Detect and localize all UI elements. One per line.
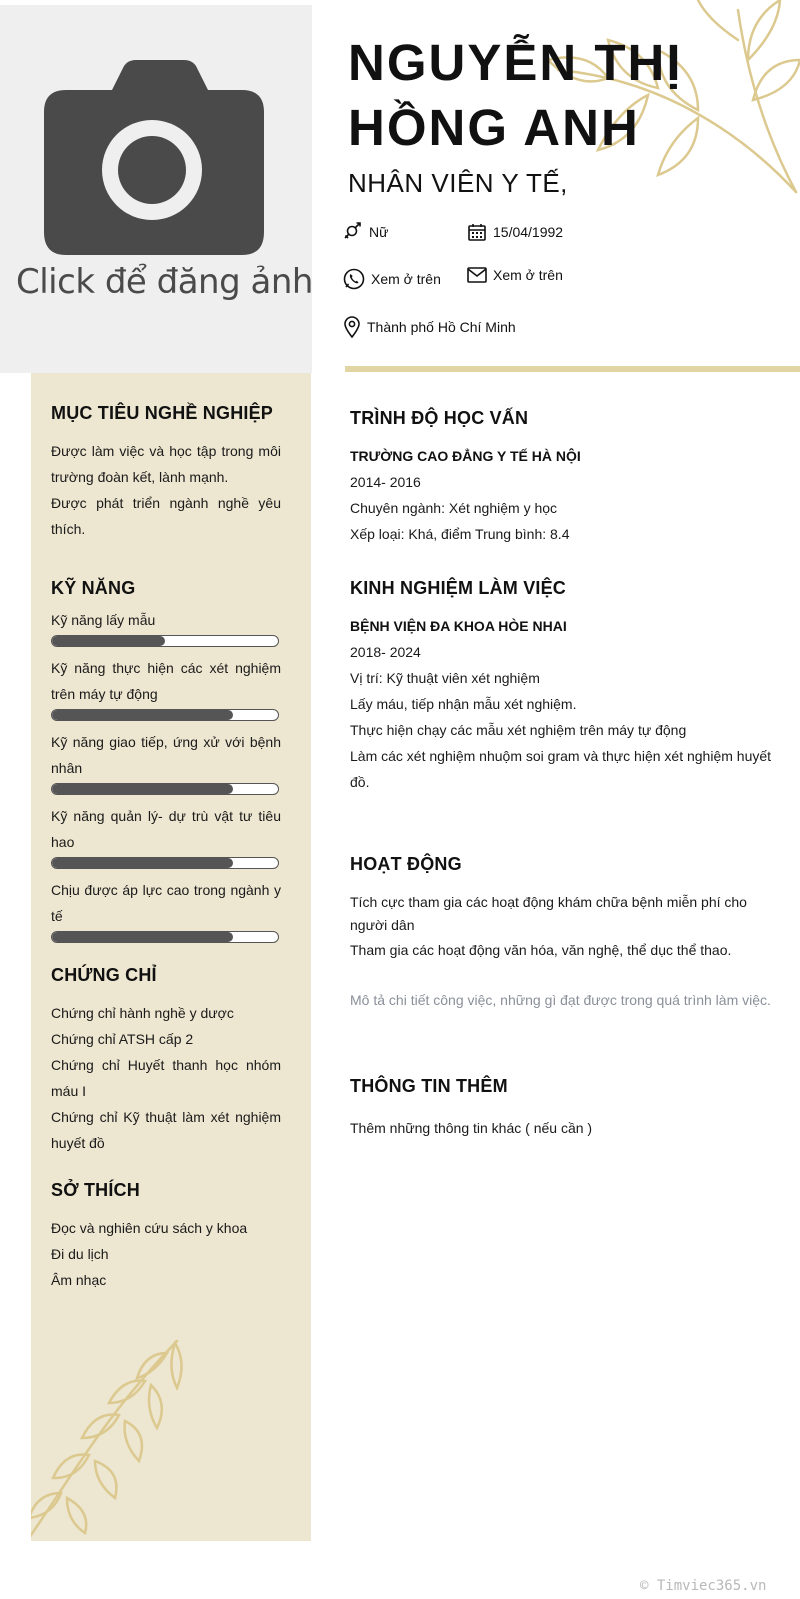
skill-level-bar [51, 783, 279, 795]
experience-section [350, 578, 780, 795]
job-title: NHÂN VIÊN Y TẾ, [348, 168, 568, 198]
company-name: BỆNH VIỆN ĐA KHOA HÒE NHAI [350, 618, 567, 634]
objective-title: MỤC TIÊU NGHỀ NGHIỆP [51, 403, 274, 423]
experience-period: 2018- 2024 [350, 644, 421, 660]
education-title: TRÌNH ĐỘ HỌC VẤN [350, 408, 529, 428]
skill-label: Kỹ năng quản lý- dự trù vật tư tiêu hao [51, 808, 281, 850]
objective-section [51, 403, 281, 542]
gender-icon [343, 222, 363, 242]
location-pin-icon [343, 316, 361, 338]
skill-level-bar [51, 635, 279, 647]
phone-value: Xem ở trên [371, 271, 441, 287]
certificate-item: Chứng chỉ Kỹ thuật làm xét nghiệm huyết đồ [51, 1109, 281, 1151]
education-section [350, 408, 780, 547]
skill-level-fill [52, 636, 165, 646]
objective-line: Được phát triển ngành nghề yêu thích. [51, 495, 281, 537]
hobby-item: Đọc và nghiên cứu sách y khoa [51, 1220, 248, 1236]
skill-label: Chịu được áp lực cao trong ngành y tế [51, 882, 281, 924]
leaf-decoration-icon [31, 1333, 197, 1541]
avatar-upload[interactable] [0, 5, 312, 373]
skill-level-fill [52, 784, 233, 794]
watermark: © Timviec365.vn [640, 1578, 767, 1594]
left-panel [31, 373, 311, 1541]
email-info [467, 266, 563, 284]
experience-line: Làm các xét nghiệm nhuộm soi gram và thực hiện xét nghiệm huyết đồ. [350, 748, 772, 790]
address-value: Thành phố Hồ Chí Minh [367, 319, 516, 335]
skill-label: Kỹ năng giao tiếp, ứng xử với bệnh nhân [51, 734, 281, 776]
extra-info-section [350, 1076, 780, 1141]
camera-icon [44, 60, 264, 255]
experience-line: Thực hiện chạy các mẫu xét nghiệm trên máy tự động [350, 722, 687, 738]
certificate-item: Chứng chỉ ATSH cấp 2 [51, 1031, 194, 1047]
experience-title: KINH NGHIỆM LÀM VIỆC [350, 578, 567, 598]
activities-section [350, 854, 780, 1013]
extra-info-text: Thêm những thông tin khác ( nếu cần ) [350, 1120, 593, 1136]
gender-info [343, 222, 388, 242]
hobbies-title: SỞ THÍCH [51, 1180, 140, 1200]
skill-level-bar [51, 857, 279, 869]
hobbies-section [51, 1180, 281, 1293]
objective-line: Được làm việc và học tập trong môi trường đoàn kết, lành mạnh. [51, 443, 281, 485]
hobby-item: Đi du lịch [51, 1246, 109, 1262]
education-period: 2014- 2016 [350, 474, 421, 490]
skills-section [51, 578, 281, 943]
experience-line: Vị trí: Kỹ thuật viên xét nghiệm [350, 670, 540, 686]
address-info [343, 316, 516, 338]
skill-level-fill [52, 858, 233, 868]
activity-hint[interactable]: Mô tả chi tiết công việc, những gì đạt được trong quá trình làm việc. [350, 992, 771, 1008]
email-icon [467, 266, 487, 284]
skills-title: KỸ NĂNG [51, 578, 136, 598]
skill-level-fill [52, 710, 233, 720]
skill-label: Kỹ năng thực hiện các xét nghiệm trên máy tự động [51, 660, 281, 702]
activity-line: Tham gia các hoạt động văn hóa, văn nghệ, thể dục thể thao. [350, 942, 732, 958]
certificates-section [51, 965, 281, 1156]
certificates-title: CHỨNG CHỈ [51, 965, 157, 985]
activities-title: HOẠT ĐỘNG [350, 854, 462, 874]
full-name: NGUYỄN THỊ HỒNG ANH [348, 34, 683, 156]
gender-value: Nữ [369, 224, 389, 240]
birthday-info [467, 222, 563, 242]
phone-icon [343, 268, 365, 290]
skill-label: Kỹ năng lấy mẫu [51, 612, 156, 628]
skill-level-fill [52, 932, 233, 942]
school-name: TRƯỜNG CAO ĐẲNG Y TẾ HÀ NỘI [350, 448, 581, 464]
birthday-value: 15/04/1992 [493, 224, 564, 240]
skill-level-bar [51, 931, 279, 943]
extra-info-title: THÔNG TIN THÊM [350, 1076, 508, 1096]
activity-line: Tích cực tham gia các hoạt động khám chữa bệnh miễn phí cho người dân [350, 894, 747, 933]
email-value: Xem ở trên [493, 267, 563, 283]
certificate-item: Chứng chỉ hành nghề y dược [51, 1005, 234, 1021]
hobby-item: Âm nhạc [51, 1272, 107, 1288]
skill-level-bar [51, 709, 279, 721]
photo-caption[interactable]: Click để đăng ảnh [16, 262, 313, 302]
education-grade: Xếp loại: Khá, điểm Trung bình: 8.4 [350, 526, 570, 542]
phone-info [343, 268, 441, 290]
experience-line: Lấy máu, tiếp nhận mẫu xét nghiệm. [350, 696, 577, 712]
calendar-icon [467, 222, 487, 242]
divider [345, 366, 800, 372]
education-major: Chuyên ngành: Xét nghiệm y học [350, 500, 558, 516]
certificate-item: Chứng chỉ Huyết thanh học nhóm máu I [51, 1057, 281, 1099]
